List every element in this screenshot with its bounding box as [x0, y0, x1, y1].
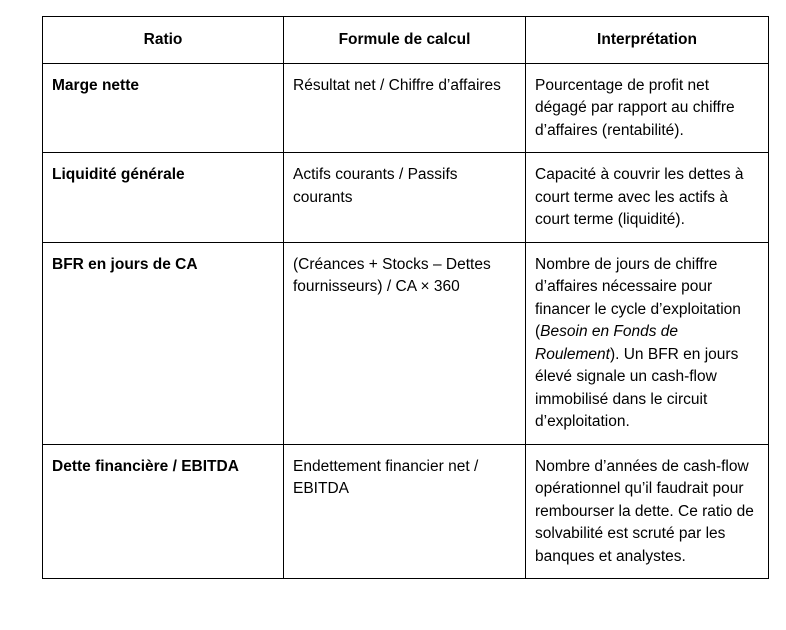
- table-row: [43, 153, 769, 243]
- formula-cell: Actifs courants / Passifs courants: [284, 153, 526, 243]
- formula-cell: (Créances + Stocks – Dettes fournisseurs) / CA × 360: [284, 242, 526, 444]
- table-body: [43, 63, 769, 579]
- table-row: [43, 63, 769, 153]
- interpretation-text-italic: Besoin en Fonds de Roulement: [535, 323, 679, 363]
- table-row: [43, 242, 769, 444]
- header-ratio: Ratio: [43, 17, 284, 64]
- ratio-cell: Marge nette: [43, 63, 284, 153]
- interpretation-text-after: ). Un BFR en jours élevé signale un cash-flow immobilisé dans le circuit d’exploitation.: [535, 345, 739, 430]
- ratio-cell: Liquidité générale: [43, 153, 284, 243]
- table-row: [43, 444, 769, 579]
- interpretation-cell: [526, 242, 769, 444]
- ratio-cell: BFR en jours de CA: [43, 242, 284, 444]
- interpretation-text-before: Nombre de jours de chiffre d’affaires nécessaire pour financer le cycle d’exploitation (: [535, 255, 741, 340]
- interpretation-cell: Pourcentage de profit net dégagé par rapport au chiffre d’affaires (rentabilité).: [526, 63, 769, 153]
- header-interpretation: Interprétation: [526, 17, 769, 64]
- formula-cell: Endettement financier net / EBITDA: [284, 444, 526, 579]
- formula-cell: Résultat net / Chiffre d’affaires: [284, 63, 526, 153]
- header-formula: Formule de calcul: [284, 17, 526, 64]
- interpretation-cell: Capacité à couvrir les dettes à court terme avec les actifs à court terme (liquidité).: [526, 153, 769, 243]
- financial-ratios-table: [42, 16, 769, 579]
- ratio-cell: Dette financière / EBITDA: [43, 444, 284, 579]
- header-row: [43, 17, 769, 64]
- interpretation-cell: Nombre d’années de cash-flow opérationnel qu’il faudrait pour rembourser la dette. Ce ratio de solvabilité est scruté par les banques et analystes.: [526, 444, 769, 579]
- table-header: [43, 17, 769, 64]
